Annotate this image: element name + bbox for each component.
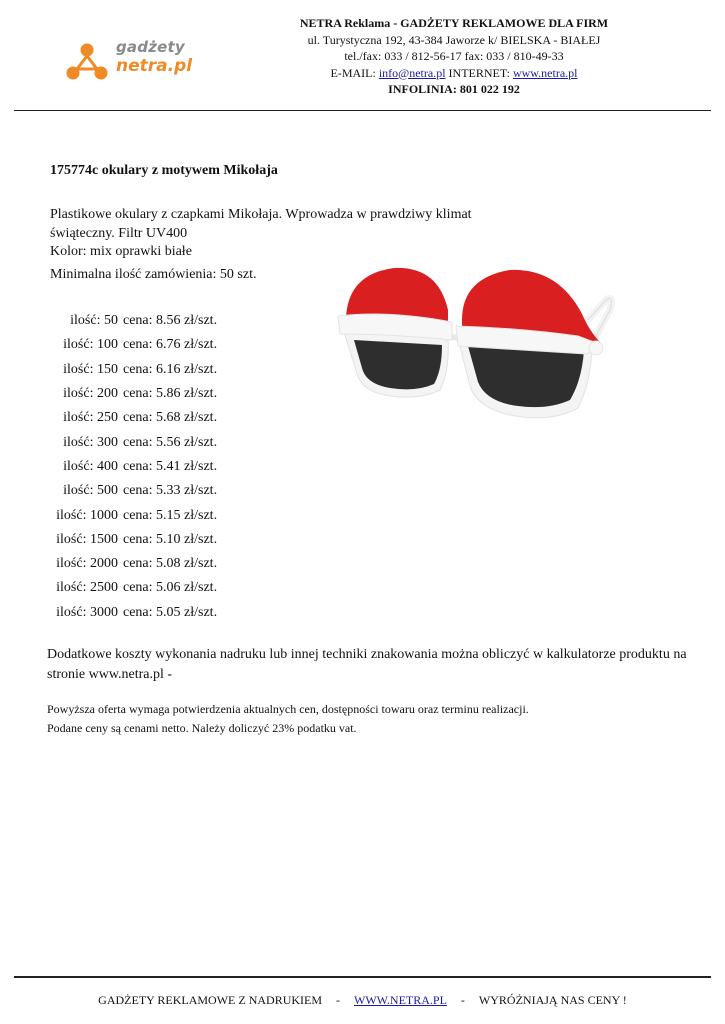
price-row (40, 479, 217, 503)
infoline: INFOLINIA: 801 022 192 (388, 82, 520, 96)
price-row (40, 528, 217, 552)
santa-hat-glasses-image (330, 250, 630, 440)
price-value: cena: 5.33 zł/szt. (123, 483, 218, 499)
price-value: cena: 6.16 zł/szt. (123, 361, 218, 377)
header-divider (14, 110, 711, 111)
footer-divider (14, 976, 711, 978)
price-quantity: ilość: 500 (63, 483, 118, 499)
price-row (40, 406, 217, 430)
company-header (230, 15, 678, 98)
footer-website-link[interactable]: WWW.NETRA.PL (354, 993, 447, 1007)
footer-separator: - (336, 993, 341, 1007)
price-row (40, 576, 217, 600)
price-quantity: ilość: 1000 (56, 507, 118, 523)
price-quantity: ilość: 150 (63, 361, 118, 377)
minimum-order: Minimalna ilość zamówienia: 50 szt. (50, 267, 257, 282)
product-title: 175774c okulary z motywem Mikołaja (50, 163, 278, 178)
product-color: Kolor: mix oprawki białe (50, 244, 192, 259)
footer-left-text: GADŻETY REKLAMOWE Z NADRUKIEM (98, 993, 323, 1007)
price-quantity: ilość: 100 (63, 337, 118, 353)
price-value: cena: 5.05 zł/szt. (123, 604, 218, 620)
email-label: E-MAIL: (330, 65, 379, 80)
website-link[interactable]: www.netra.pl (512, 65, 578, 80)
price-value: cena: 6.76 zł/szt. (123, 337, 218, 353)
price-value: cena: 5.41 zł/szt. (123, 458, 218, 474)
price-quantity: ilość: 1500 (56, 531, 118, 547)
price-row (40, 382, 217, 406)
email-link[interactable]: info@netra.pl (378, 65, 446, 80)
product-description: Plastikowe okulary z czapkami Mikołaja. Wprowadza w prawdziwy klimat świąteczny. Filtr UV400 (50, 207, 472, 241)
price-quantity: ilość: 300 (63, 434, 118, 450)
price-value: cena: 5.10 zł/szt. (123, 531, 218, 547)
price-value: cena: 5.56 zł/szt. (123, 434, 218, 450)
price-value: cena: 5.15 zł/szt. (123, 507, 218, 523)
footer-separator: - (460, 993, 465, 1007)
netra-logo-icon (64, 42, 110, 84)
price-quantity: ilość: 400 (63, 458, 118, 474)
price-row (40, 601, 217, 625)
vat-note: Podane ceny są cenami netto. Należy doliczyć 23% podatku vat. (47, 721, 357, 735)
footer-right-text: WYRÓŻNIAJĄ NAS CENY ! (478, 993, 627, 1007)
price-row (40, 333, 217, 357)
page-footer (0, 993, 725, 1008)
price-row (40, 552, 217, 576)
price-quantity: ilość: 2500 (56, 580, 118, 596)
price-quantity: ilość: 250 (63, 410, 118, 426)
company-address: ul. Turystyczna 192, 43-384 Jaworze k/ BIELSKA - BIAŁEJ (307, 32, 601, 47)
company-phones: tel./fax: 033 / 812-56-17 fax: 033 / 810-49-33 (344, 49, 564, 63)
price-quantity: ilość: 3000 (56, 604, 118, 620)
price-quantity: ilość: 50 (70, 313, 118, 329)
price-value: cena: 5.68 zł/szt. (123, 410, 218, 426)
price-row (40, 430, 217, 454)
logo-text-line1: gadżety (116, 38, 185, 56)
logo-text-line2: netra.pl (116, 56, 193, 76)
offer-disclaimer: Powyższa oferta wymaga potwierdzenia aktualnych cen, dostępności towaru oraz terminu realizacji. (47, 702, 529, 716)
price-row (40, 358, 217, 382)
price-row (40, 455, 217, 479)
price-quantity: ilość: 200 (63, 386, 118, 402)
internet-label: INTERNET: (445, 65, 513, 80)
price-quantity: ilość: 2000 (56, 556, 118, 572)
price-value: cena: 8.56 zł/szt. (123, 313, 218, 329)
price-value: cena: 5.86 zł/szt. (123, 386, 218, 402)
price-value: cena: 5.08 zł/szt. (123, 556, 218, 572)
price-value: cena: 5.06 zł/szt. (123, 580, 218, 596)
company-name: NETRA Reklama - GADŻETY REKLAMOWE DLA FIRM (299, 16, 609, 30)
price-list (40, 309, 217, 625)
extra-costs-note: Dodatkowe koszty wykonania nadruku lub innej techniki znakowania można obliczyć w kalkulatorze produktu na stronie www.netra.pl - (47, 647, 687, 682)
company-contacts (230, 65, 678, 82)
price-row (40, 309, 217, 333)
netra-logo (60, 36, 200, 86)
price-row (40, 503, 217, 527)
